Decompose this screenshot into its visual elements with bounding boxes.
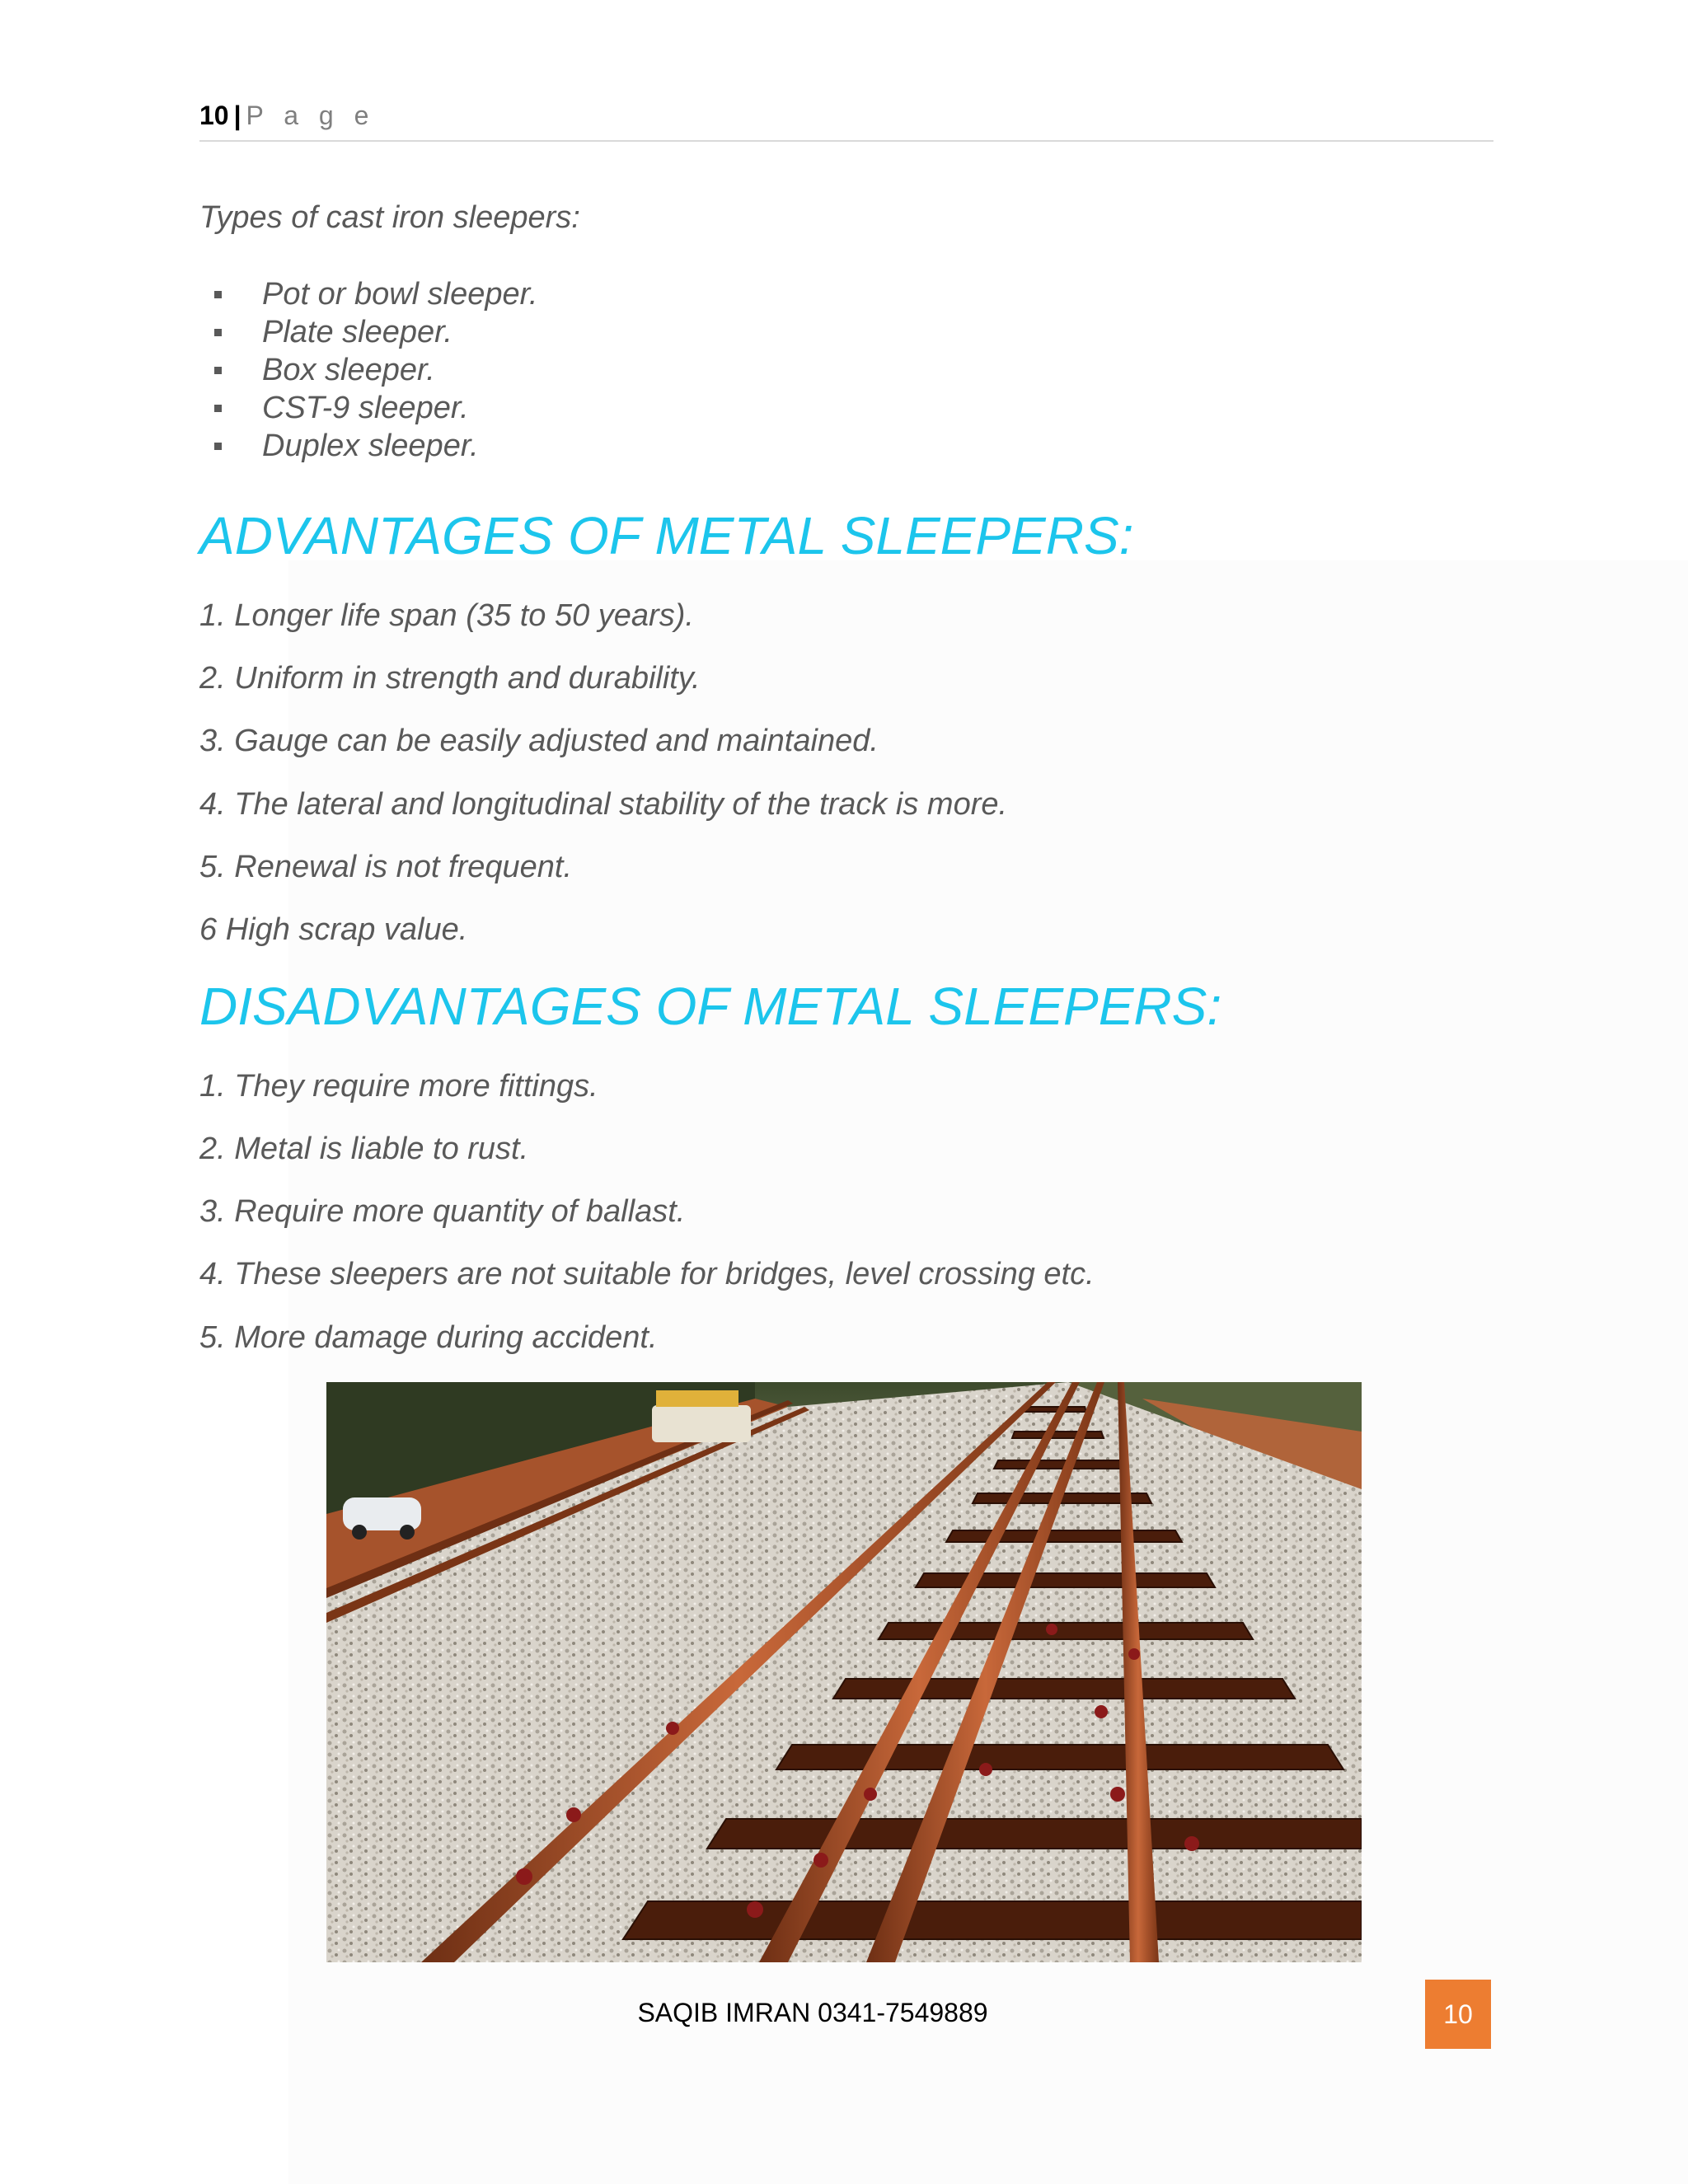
- advantage-item: 2. Uniform in strength and durability.: [199, 661, 701, 696]
- advantages-heading: ADVANTAGES OF METAL SLEEPERS:: [199, 506, 1134, 565]
- bullet-square-icon: [214, 329, 222, 336]
- disadvantage-item: 2. Metal is liable to rust.: [199, 1132, 529, 1166]
- list-item: Pot or bowl sleeper.: [199, 275, 537, 313]
- header-page-number: 10: [199, 101, 229, 130]
- page-header: [199, 101, 1493, 142]
- types-list: [199, 275, 537, 465]
- disadvantages-heading: DISADVANTAGES OF METAL SLEEPERS:: [199, 977, 1222, 1036]
- disadvantage-item: 3. Require more quantity of ballast.: [199, 1194, 686, 1229]
- railway-track-photo: [326, 1382, 1362, 1962]
- advantage-item: 5. Renewal is not frequent.: [199, 850, 573, 884]
- list-item: Plate sleeper.: [199, 313, 537, 351]
- bullet-square-icon: [214, 367, 222, 374]
- list-item: Box sleeper.: [199, 351, 537, 389]
- footer-author: SAQIB IMRAN 0341-7549889: [637, 1998, 988, 2027]
- list-item: Duplex sleeper.: [199, 427, 537, 465]
- disadvantage-item: 5. More damage during accident.: [199, 1320, 658, 1355]
- advantage-item: 4. The lateral and longitudinal stability of the track is more.: [199, 787, 1008, 822]
- header-page-word: P a g e: [246, 101, 376, 130]
- bullet-square-icon: [214, 405, 222, 412]
- bullet-square-icon: [214, 443, 222, 450]
- list-item: CST-9 sleeper.: [199, 389, 537, 427]
- advantage-item: 6 High scrap value.: [199, 912, 468, 947]
- advantage-item: 3. Gauge can be easily adjusted and maintained.: [199, 724, 879, 758]
- types-intro: Types of cast iron sleepers:: [199, 200, 580, 235]
- disadvantage-item: 4. These sleepers are not suitable for bridges, level crossing etc.: [199, 1257, 1095, 1291]
- disadvantage-item: 1. They require more fittings.: [199, 1069, 598, 1104]
- advantage-item: 1. Longer life span (35 to 50 years).: [199, 598, 694, 633]
- footer-page-badge: 10: [1425, 1980, 1491, 2049]
- header-separator: |: [233, 101, 241, 130]
- bullet-square-icon: [214, 291, 222, 298]
